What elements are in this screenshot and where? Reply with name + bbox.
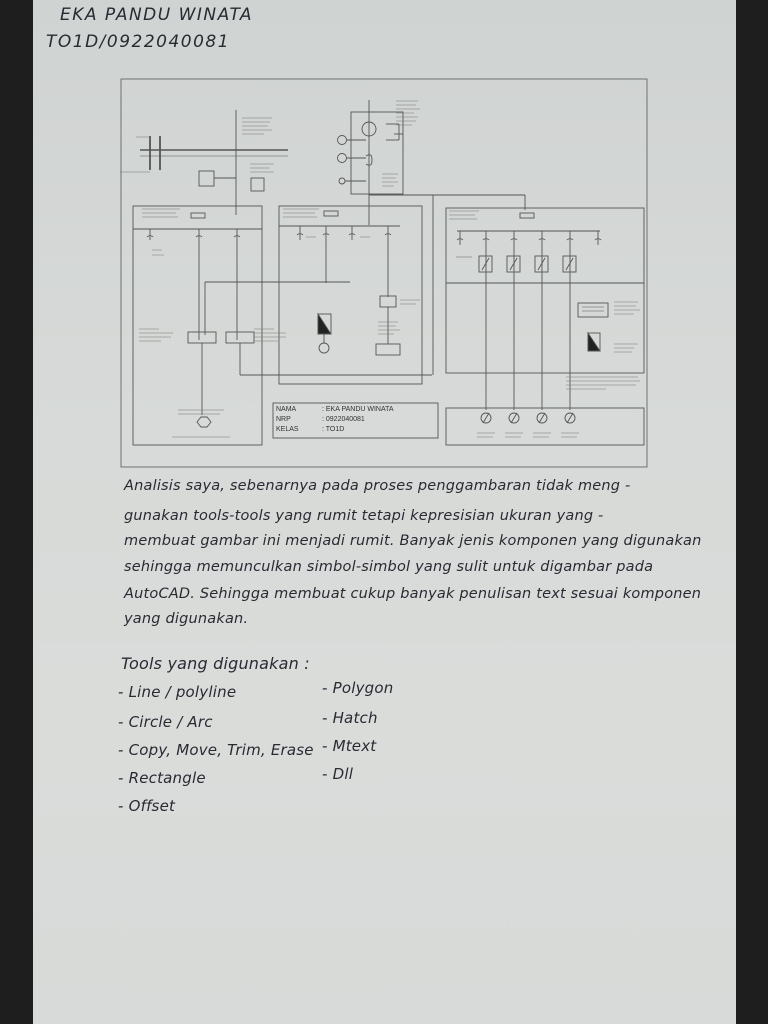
tb-label-nrp: NRP [276, 416, 291, 423]
panel-center [279, 206, 422, 384]
tool-item: - Line / polyline [118, 683, 237, 701]
analysis-line: membuat gambar ini menjadi rumit. Banyak jenis komponen yang digunakan [124, 533, 702, 549]
tool-item: - Circle / Arc [118, 713, 213, 731]
tb-value-nrp: : 0922040081 [322, 416, 365, 423]
tool-item: - Rectangle [118, 769, 206, 787]
tool-item: - Polygon [322, 679, 394, 697]
tool-item: - Mtext [322, 737, 377, 755]
tb-value-nama: : EKA PANDU WINATA [322, 406, 394, 413]
analysis-line: sehingga memunculkan simbol-simbol yang sulit untuk digambar pada [124, 559, 654, 575]
tools-title: Tools yang digunakan : [121, 654, 310, 673]
tb-label-kelas: KELAS [276, 426, 299, 433]
author-id: TO1D/0922040081 [46, 32, 231, 52]
panel-left [133, 206, 262, 445]
tb-label-nama: NAMA [276, 406, 297, 413]
tool-item: - Dll [322, 765, 354, 783]
analysis-line: gunakan tools-tools yang rumit tetapi kepresisian ukuran yang - [124, 508, 604, 524]
analysis-line: Analisis saya, sebenarnya pada proses penggambaran tidak meng - [124, 478, 631, 494]
tool-item: - Copy, Move, Trim, Erase [118, 741, 314, 759]
tb-value-kelas: : TO1D [322, 426, 345, 433]
analysis-line: yang digunakan. [124, 611, 249, 627]
cad-drawing [0, 0, 768, 480]
author-name: EKA PANDU WINATA [60, 5, 253, 25]
tool-item: - Hatch [322, 709, 378, 727]
tool-item: - Offset [118, 797, 176, 815]
analysis-line: AutoCAD. Sehingga membuat cukup banyak penulisan text sesuai komponen [124, 586, 702, 602]
